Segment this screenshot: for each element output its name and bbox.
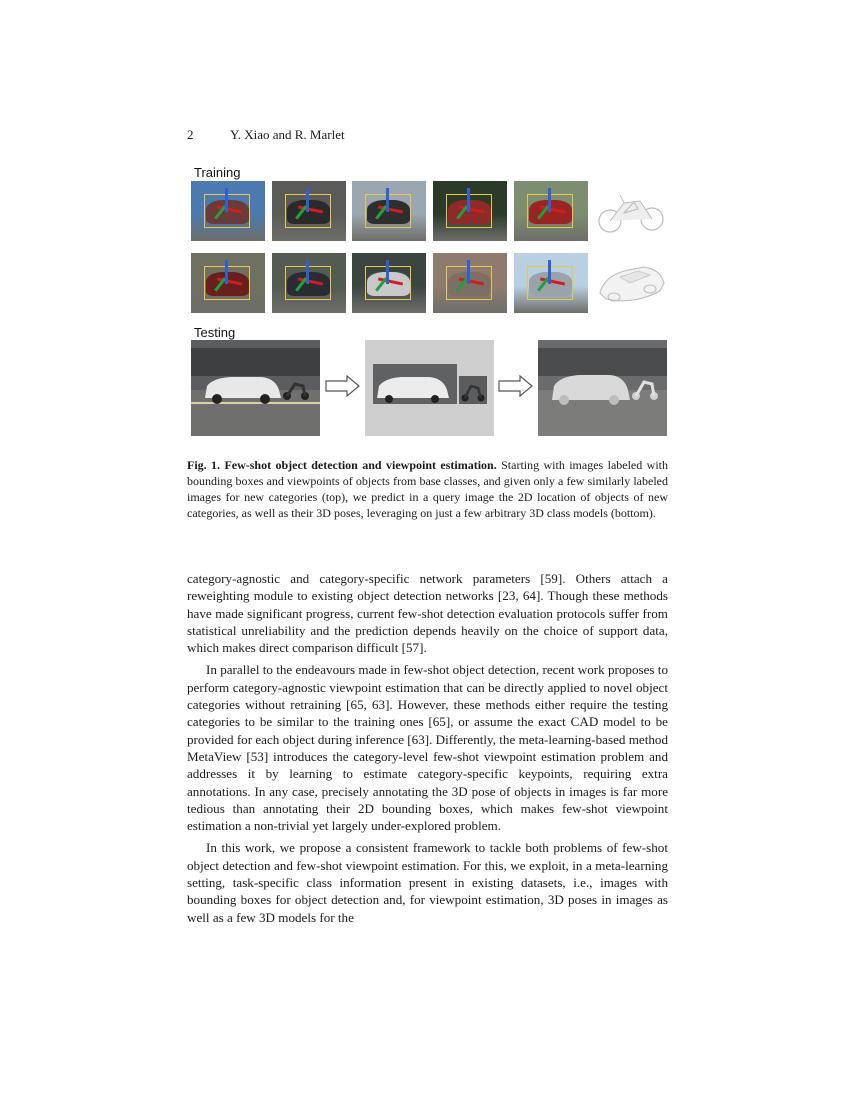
training-image-motorbike-1 [191, 181, 265, 241]
caption-text: Starting with images labeled with bounding boxes and viewpoints of objects from base classes, and given only a few similarly labeled images for new categories (top), we predict in a query image the 2D location of objects of new categories, as well as their 3D poses, leveraging on just a few arbitrary 3D class models (bottom). [187, 458, 668, 520]
training-image-car-1 [191, 253, 265, 313]
car-model-icon [594, 253, 668, 313]
figure-caption [187, 457, 668, 521]
training-image-car-4 [433, 253, 507, 313]
arrow-right-icon [498, 375, 534, 397]
page-number: 2 [187, 127, 194, 142]
car-3d-model [594, 253, 668, 313]
training-image-motorbike-2 [272, 181, 346, 241]
arrow-right-icon [325, 375, 361, 397]
motorbike-3d-model [594, 181, 668, 241]
training-image-car-2 [272, 253, 346, 313]
viewpoint-axis-z [386, 260, 389, 284]
viewpoint-axis-z [548, 188, 551, 212]
detection-image [365, 340, 494, 436]
paragraph-3: In this work, we propose a consistent framework to tackle both problems of few-shot object detection and few-shot viewpoint estimation. For this, we exploit, in a meta-learning setting, task-specific class information present in existing datasets, i.e., images with bounding boxes for object detection and, for viewpoint estimation, 3D poses in images as well as a few 3D models for the [187, 840, 668, 925]
paragraph-1: category-agnostic and category-specific network parameters [59]. Others attach a reweighting module to existing object detection networks [23, 64]. Though these methods have made significant progress, current few-shot detection evaluation protocols suffer from statistical unreliability and the prediction depends heavily on the choice of support data, which makes direct comparison difficult [57]. [187, 571, 668, 656]
viewpoint-axis-z [306, 188, 309, 212]
running-header [187, 127, 345, 143]
viewpoint-axis-z [386, 188, 389, 212]
training-image-car-5 [514, 253, 588, 313]
training-image-motorbike-4 [433, 181, 507, 241]
caption-lead: Fig. 1. Few-shot object detection and viewpoint estimation. [187, 458, 497, 472]
training-label: Training [194, 165, 241, 180]
pose-estimation-image [538, 340, 667, 436]
header-authors: Y. Xiao and R. Marlet [230, 127, 345, 142]
training-image-car-3 [352, 253, 426, 313]
testing-label: Testing [194, 325, 236, 340]
training-image-motorbike-3 [352, 181, 426, 241]
viewpoint-axis-z [225, 260, 228, 284]
training-image-motorbike-5 [514, 181, 588, 241]
query-image [191, 340, 320, 436]
body-text [187, 570, 668, 926]
viewpoint-axis-z [225, 188, 228, 212]
viewpoint-axis-z [548, 260, 551, 284]
viewpoint-axis-z [306, 260, 309, 284]
viewpoint-axis-z [467, 260, 470, 284]
motorbike-model-icon [594, 181, 668, 241]
paragraph-2: In parallel to the endeavours made in few-shot object detection, recent work proposes to perform category-agnostic viewpoint estimation that can be directly applied to novel object categories without retraining [65, 63]. However, these methods either require the testing categories to be similar to the training ones [65], or assume the exact CAD model to be provided for each object during inference [63]. Differently, the meta-learning-based method MetaView [53] introduces the category-level few-shot viewpoint estimation problem and addresses it by learning to estimate category-specific keypoints, requiring extra annotations. In any case, precisely annotating the 3D pose of objects in images is far more tedious than annotating their 2D bounding boxes, which makes few-shot viewpoint estimation a non-trivial yet largely under-explored problem. [187, 662, 668, 834]
viewpoint-axis-z [467, 188, 470, 212]
